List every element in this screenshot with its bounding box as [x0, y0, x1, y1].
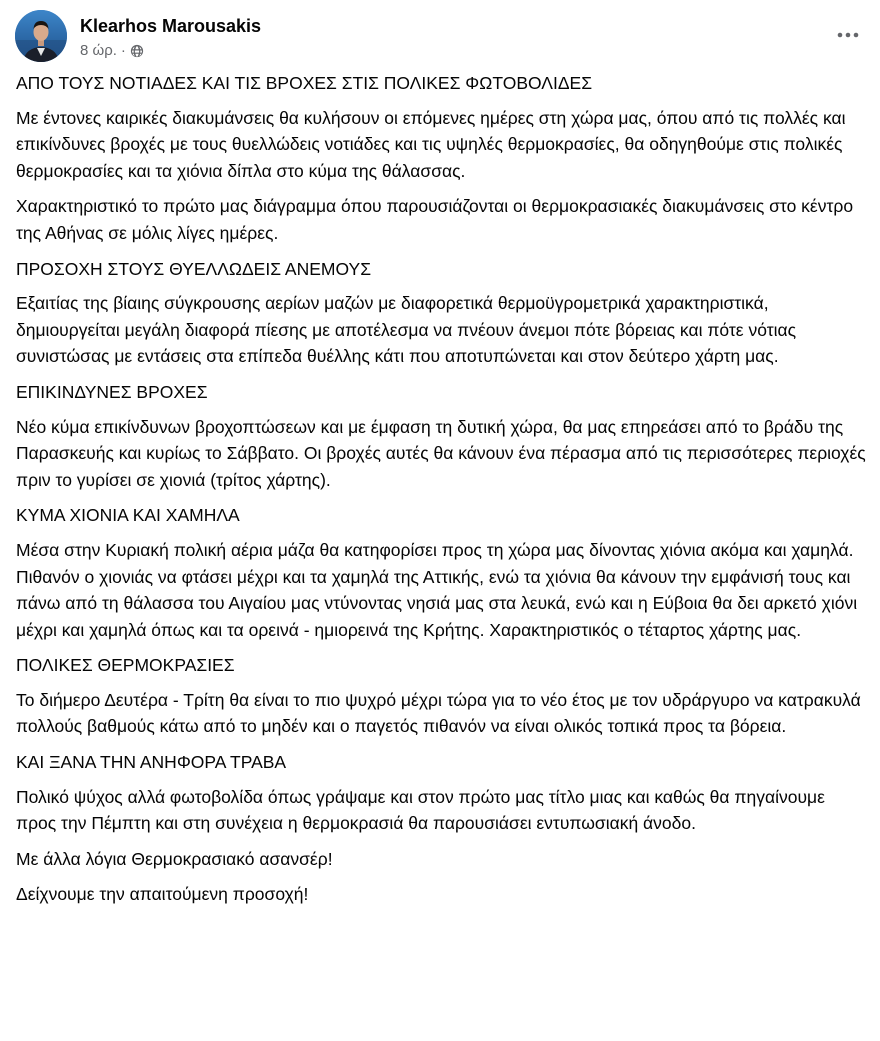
post-paragraph: Πολικό ψύχος αλλά φωτοβολίδα όπως γράψαμε και στον πρώτο μας τίτλο μιας και καθώς θα πηγαίνουμε προς την Πέμπτη και στη συνέχεια η θερμοκρασιά θα παρουσιάσει εντυπωσιακή άνοδο.	[16, 786, 825, 834]
post-heading: ΠΡΟΣΟΧΗ ΣΤΟΥΣ ΘΥΕΛΛΩΔΕΙΣ ΑΝΕΜΟΥΣ	[16, 258, 372, 279]
avatar-image	[15, 10, 67, 62]
post-paragraph: Δείχνουμε την απαιτούμενη προσοχή!	[16, 884, 309, 905]
post-heading: ΚΑΙ ΞΑΝΑ ΤΗΝ ΑΝΗΦΟΡΑ ΤΡΑΒΑ	[16, 752, 287, 773]
post-heading: ΚΥΜΑ ΧΙΟΝΙΑ ΚΑΙ ΧΑΜΗΛΑ	[16, 505, 240, 526]
post-paragraph: Νέο κύμα επικίνδυνων βροχοπτώσεων και με έμφαση τη δυτική χώρα, θα μας επηρεάσει από το βράδυ της Παρασκευής και κυρίως το Σάββατο. Οι βροχές αυτές θα κάνουν ένα πέρασμα από τις περισσότερες περιοχές πριν το γυρίσει σε χιονιά (τρίτος χάρτης).	[16, 416, 866, 490]
post-paragraph: Μέσα στην Κυριακή πολική αέρια μάζα θα κατηφορίσει προς τη χώρα μας δίνοντας χιόνια ακόμα και χαμηλά. Πιθανόν ο χιονιάς να φτάσει μέχρι και τα χαμηλά της Αττικής, ενώ τα χιόνια θα κάνουν την εμφάνισή τους και πάνω από τη θάλασσα του Αιγαίου μας ντύνοντας νησιά μας στα λευκά, ενώ και η Εύβοια θα δει αρκετό χιόνι μέχρι και χαμηλά όπως και τα ορεινά - ημιορεινά της Κρήτης. Χαρακτηριστικός ο τέταρτος χάρτης μας.	[16, 539, 858, 640]
post-paragraph: Με άλλα λόγια Θερμοκρασιακό ασανσέρ!	[16, 848, 333, 869]
post-paragraph: Χαρακτηριστικό το πρώτο μας διάγραμμα όπου παρουσιάζονται οι θερμοκρασιακές διακυμάνσεις στο κέντρο της Αθήνας σε μόλις λίγες ημέρες.	[16, 196, 854, 243]
post-heading: ΕΠΙΚΙΝΔΥΝΕΣ ΒΡΟΧΕΣ	[16, 381, 208, 402]
post-heading: ΠΟΛΙΚΕΣ ΘΕΡΜΟΚΡΑΣΙΕΣ	[16, 655, 235, 676]
post-paragraph: Με έντονες καιρικές διακυμάνσεις θα κυλήσουν οι επόμενες ημέρες στη χώρα μας, όπου από τις πολλές και επικίνδυνες βροχές με τους θυελλώδεις νοτιάδες και τις υψηλές θερμοκρασίες, θα οδηγηθούμε στις πολικές θερμοκρασίες και τα χιόνια δίπλα στο κύμα της θάλασσας.	[16, 107, 846, 181]
post-paragraph: Εξαιτίας της βίαιης σύγκρουσης αερίων μαζών με διαφορετικά θερμοϋγρομετρικά χαρακτηριστικά, δημιουργείται μεγάλη διαφορά πίεσης με αποτέλεσμα να πνέουν άνεμοι πότε βόρειας και πότε νότιας συνιστώσας με εντάσεις στα επίπεδα θυέλλης κάτι που αποτυπώνεται και στον δεύτερο χάρτη μας.	[16, 293, 797, 367]
more-options-icon	[837, 32, 859, 38]
post-meta	[80, 42, 144, 59]
globe-icon[interactable]	[130, 44, 144, 58]
author-name[interactable]: Klearhos Marousakis	[80, 16, 262, 36]
more-options-button[interactable]	[831, 18, 865, 52]
post-paragraph: Το διήμερο Δευτέρα - Τρίτη θα είναι το πιο ψυχρό μέχρι τώρα για το νέο έτος με τον υδράργυρο να κατρακυλά πολλούς βαθμούς κάτω από το μηδέν και ο παγετός πιθανόν να είναι ολικός τοπικά προς τα βόρεια.	[16, 689, 861, 737]
post-header	[15, 10, 865, 66]
post-body	[16, 70, 866, 917]
meta-separator: ·	[120, 42, 126, 59]
post-heading: ΑΠΟ ΤΟΥΣ ΝΟΤΙΑΔΕΣ ΚΑΙ ΤΙΣ ΒΡΟΧΕΣ ΣΤΙΣ ΠΟΛΙΚΕΣ ΦΩΤΟΒΟΛΙΔΕΣ	[16, 73, 593, 93]
post-timestamp[interactable]: 8 ώρ.	[80, 42, 117, 59]
author-avatar[interactable]	[15, 10, 67, 62]
